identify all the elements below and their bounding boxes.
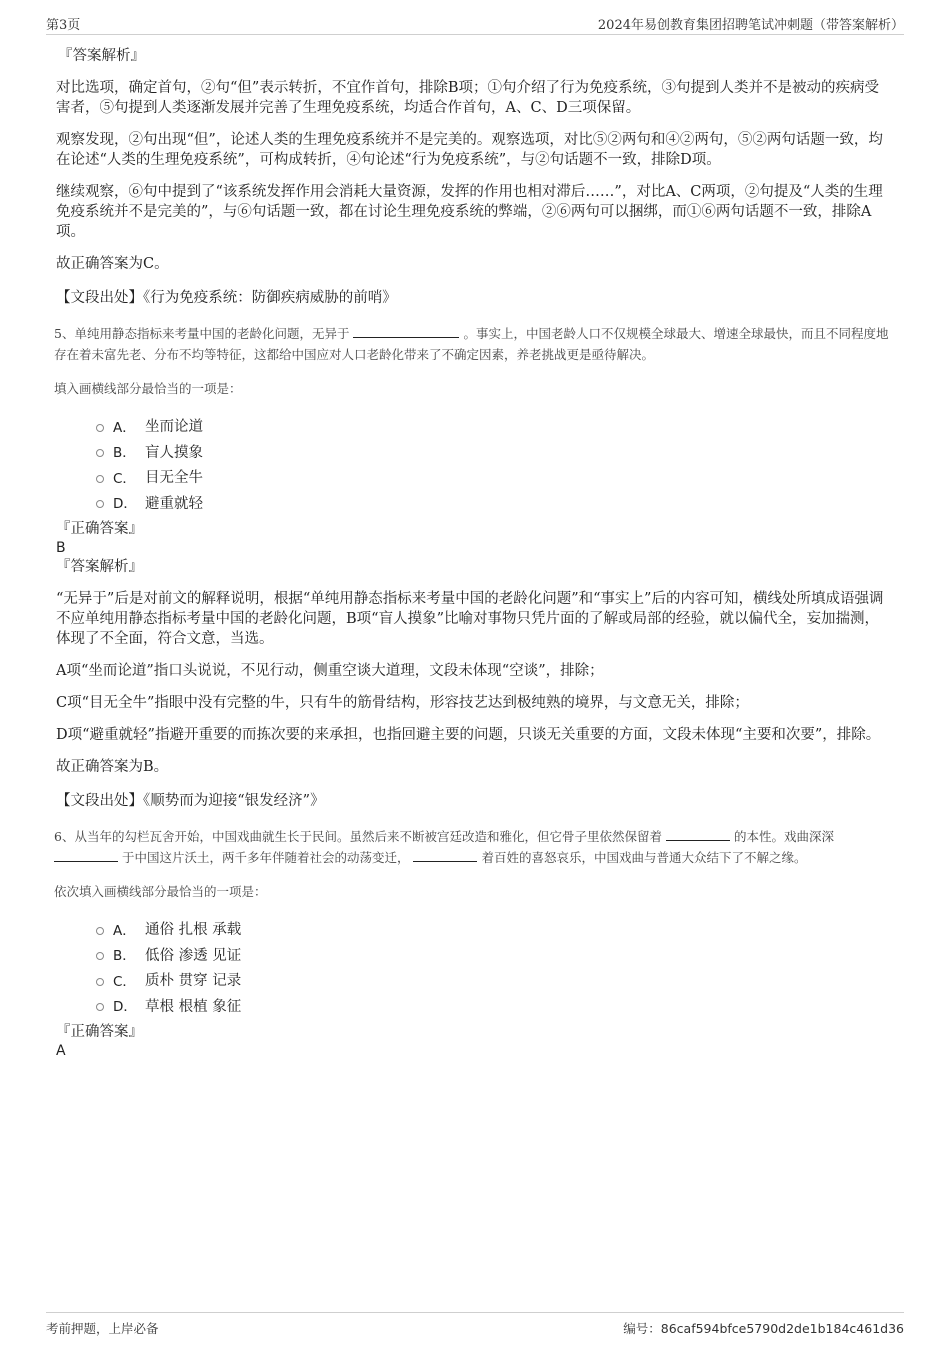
radio-button[interactable] <box>96 978 104 986</box>
page-footer <box>46 1312 904 1337</box>
question-6-instruction: 依次填入画横线部分最恰当的一项是： <box>54 884 267 899</box>
page-header <box>46 14 904 35</box>
answer-blank <box>54 848 118 862</box>
option-c[interactable]: C． 质朴 贯穿 记录 <box>96 967 892 993</box>
analysis-paragraph: 对比选项，确定首句，②句“但”表示转折，不宜作首句，排除B项；①句介绍了行为免疫系统，③句提到人类并不是被动的疾病受害者，⑤句提到人类逐渐发展并完善了生理免疫系统，均适合作首句，A、C、D三项保留。 <box>56 80 879 116</box>
question-5-options <box>96 413 892 515</box>
radio-button[interactable] <box>96 424 104 432</box>
analysis-paragraph: A项“坐而论道”指口头说说，不见行动，侧重空谈大道理，文段未体现“空谈”，排除； <box>56 663 604 679</box>
option-d[interactable]: D． 草根 根植 象征 <box>96 993 892 1019</box>
correct-answer-label: 『正确答案』 <box>56 521 143 537</box>
option-a[interactable]: A． 通俗 扎根 承载 <box>96 916 892 942</box>
option-b[interactable]: B． 低俗 渗透 见证 <box>96 942 892 968</box>
analysis-label: 『答案解析』 <box>56 559 143 575</box>
question-5-instruction: 填入画横线部分最恰当的一项是： <box>54 381 242 396</box>
option-b[interactable]: B． 盲人摸象 <box>96 439 892 465</box>
analysis-paragraph: 观察发现，②句出现“但”，论述人类的生理免疫系统并不是完美的。观察选项，对比⑤②两句和④②两句，⑤②两句话题一致，均在论述“人类的生理免疫系统”，可构成转折，④句论述“行为免疫系统”，与②句话题不一致，排除D项。 <box>56 132 883 168</box>
page-content <box>56 46 892 1060</box>
question-6-options <box>96 916 892 1018</box>
answer-blank <box>666 827 730 841</box>
passage-source: 【文段出处】《顺势而为迎接“银发经济”》 <box>56 793 325 809</box>
correct-answer: A <box>56 1043 66 1059</box>
answer-blank <box>353 324 459 338</box>
answer-conclusion: 故正确答案为C。 <box>56 256 169 272</box>
radio-button[interactable] <box>96 927 104 935</box>
analysis-paragraph: C项“目无全牛”指眼中没有完整的牛，只有牛的筋骨结构，形容技艺达到极纯熟的境界，与文意无关，排除； <box>56 695 749 711</box>
option-a[interactable]: A． 坐而论道 <box>96 413 892 439</box>
option-d[interactable]: D． 避重就轻 <box>96 490 892 516</box>
analysis-paragraph: D项“避重就轻”指避开重要的而拣次要的来承担，也指回避主要的问题，只谈无关重要的方面，文段未体现“主要和次要”，排除。 <box>56 727 881 743</box>
analysis-paragraph: “无异于”后是对前文的解释说明，根据“单纯用静态指标来考量中国的老龄化问题”和“事实上”后的内容可知，横线处所填成语强调不应单纯用静态指标考量中国的老龄化问题，B项“盲人摸象”比喻对事物只凭片面的了解或局部的经验，就以偏代全，妄加揣测，体现了不全面，符合文意，当选。 <box>56 591 884 647</box>
correct-answer: B <box>56 540 66 556</box>
page-number: 第3页 <box>46 18 81 33</box>
document-id: 编号：86caf594bfce5790d2de1b184c461d36 <box>623 1321 904 1336</box>
document-title: 2024年易创教育集团招聘笔试冲刺题（带答案解析） <box>597 18 904 33</box>
footer-slogan: 考前押题，上岸必备 <box>46 1321 159 1336</box>
answer-conclusion: 故正确答案为B。 <box>56 759 169 775</box>
radio-button[interactable] <box>96 1003 104 1011</box>
radio-button[interactable] <box>96 475 104 483</box>
question-6-stem: 6、从当年的勾栏瓦舍开始，中国戏曲就生长于民间。虽然后来不断被宫廷改造和雅化，但它骨子里依然保留着 的本性。戏曲深深 于中国这片沃土，两千多年伴随着社会的动荡变迁， 着百姓的喜怒哀乐，中国戏曲与普通大众结下了不解之缘。 <box>54 829 834 865</box>
passage-source: 【文段出处】《行为免疫系统：防御疾病威胁的前哨》 <box>56 290 397 306</box>
radio-button[interactable] <box>96 500 104 508</box>
analysis-label: 『答案解析』 <box>58 48 145 64</box>
option-c[interactable]: C． 目无全牛 <box>96 464 892 490</box>
analysis-paragraph: 继续观察，⑥句中提到了“该系统发挥作用会消耗大量资源，发挥的作用也相对滞后……”，对比A、C两项，②句提及“人类的生理免疫系统并不是完美的”，与⑥句话题一致，都在讨论生理免疫系统的弊端，②⑥两句可以捆绑，而①⑥两句话题不一致，排除A项。 <box>56 184 883 240</box>
radio-button[interactable] <box>96 449 104 457</box>
correct-answer-label: 『正确答案』 <box>56 1024 143 1040</box>
question-5-stem: 5、单纯用静态指标来考量中国的老龄化问题，无异于 。事实上，中国老龄人口不仅规模全球最大、增速全球最快，而且不同程度地存在着未富先老、分布不均等特征，这都给中国应对人口老龄化带来了不确定因素，养老挑战更是亟待解决。 <box>54 326 889 362</box>
radio-button[interactable] <box>96 952 104 960</box>
answer-blank <box>413 848 477 862</box>
